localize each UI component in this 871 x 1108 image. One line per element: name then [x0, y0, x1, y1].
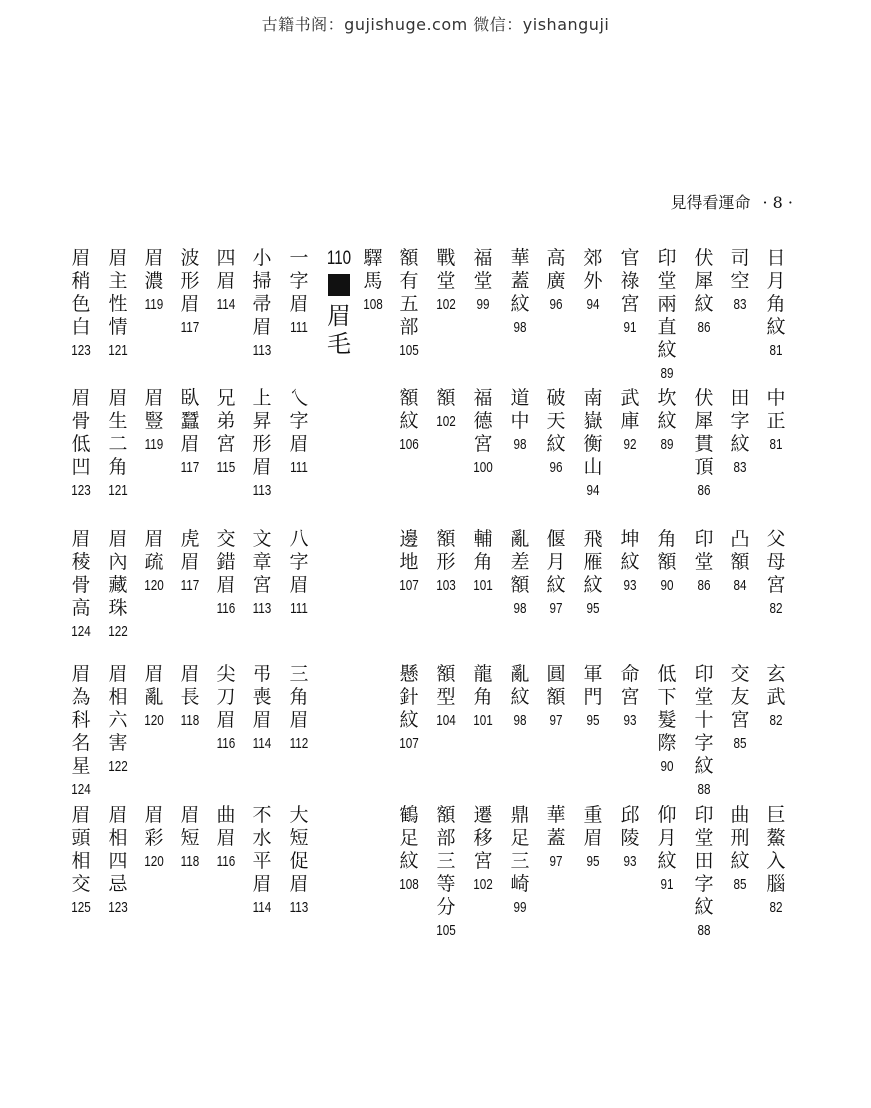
index-entry — [287, 247, 311, 339]
entry-term: 巨 鰲 入 腦 — [766, 804, 786, 895]
entry-term: 命 宮 — [620, 663, 640, 708]
entry-term: 亂 差 額 — [510, 528, 530, 596]
entry-term: 軍 門 — [583, 663, 603, 708]
entry-page-number: 101 — [473, 577, 493, 594]
entry-term: 遷 移 宮 — [473, 804, 493, 872]
index-entry — [214, 663, 238, 755]
index-entry — [397, 247, 421, 362]
entry-page-number: 118 — [180, 712, 200, 729]
index-entry — [250, 387, 274, 502]
entry-term: 中 正 — [766, 387, 786, 432]
entry-page-number: 112 — [289, 735, 309, 752]
index-entry — [728, 663, 752, 755]
entry-term: 尖 刀 眉 — [216, 663, 236, 731]
entry-page-number: 101 — [473, 712, 493, 729]
entry-page-number: 92 — [623, 436, 637, 453]
entry-term: 眉 生 二 角 — [108, 387, 128, 478]
entry-page-number: 81 — [769, 436, 783, 453]
index-entry — [69, 247, 93, 362]
entry-term: 眉 相 六 害 — [108, 663, 128, 754]
entry-term: 驛 馬 — [363, 247, 383, 292]
entry-term: 偃 月 紋 — [546, 528, 566, 596]
entry-term: 高 廣 — [546, 247, 566, 292]
index-entry — [618, 663, 642, 732]
index-entry — [106, 528, 130, 643]
entry-term: 額 — [436, 387, 456, 409]
index-entry — [250, 663, 274, 755]
entry-page-number: 86 — [697, 319, 711, 336]
entry-page-number: 91 — [623, 319, 637, 336]
index-entry — [655, 804, 679, 896]
index-entry — [214, 387, 238, 479]
entry-page-number: 111 — [290, 459, 308, 476]
section-title: 眉 毛 — [327, 302, 351, 358]
entry-page-number: 122 — [108, 623, 128, 640]
entry-page-number: 102 — [436, 296, 456, 313]
entry-term: 眉 彩 — [144, 804, 164, 849]
entry-page-number: 117 — [180, 459, 200, 476]
entry-page-number: 83 — [733, 459, 747, 476]
index-entry — [692, 804, 716, 942]
entry-page-number: 96 — [549, 296, 563, 313]
entry-term: 重 眉 — [583, 804, 603, 849]
index-entry — [250, 247, 274, 362]
index-entry — [692, 528, 716, 597]
index-entry — [434, 663, 458, 732]
index-entry — [471, 247, 495, 316]
index-entry — [618, 387, 642, 456]
entry-term: 額 部 三 等 分 — [436, 804, 456, 918]
entry-page-number: 111 — [290, 319, 308, 336]
index-entry — [434, 528, 458, 597]
entry-page-number: 102 — [436, 413, 456, 430]
index-entry — [764, 528, 788, 620]
entry-page-number: 114 — [252, 899, 272, 916]
index-entry — [655, 387, 679, 456]
entry-term: 曲 刑 紋 — [730, 804, 750, 872]
entry-page-number: 121 — [108, 482, 128, 499]
index-entry — [471, 528, 495, 597]
index-entry — [214, 528, 238, 620]
entry-term: 印 堂 十 字 紋 — [694, 663, 714, 777]
entry-page-number: 122 — [108, 758, 128, 775]
index-entry — [287, 528, 311, 620]
index-entry — [655, 528, 679, 597]
entry-term: 坤 紋 — [620, 528, 640, 573]
entry-term: 輔 角 — [473, 528, 493, 573]
index-entry — [728, 247, 752, 316]
entry-term: 郊 外 — [583, 247, 603, 292]
entry-term: 波 形 眉 — [180, 247, 200, 315]
entry-page-number: 98 — [513, 319, 527, 336]
entry-term: 八 字 眉 — [289, 528, 309, 596]
entry-term: 破 天 紋 — [546, 387, 566, 455]
entry-term: 三 角 眉 — [289, 663, 309, 731]
index-entry — [508, 804, 532, 919]
entry-term: 坎 紋 — [657, 387, 677, 432]
index-entry — [287, 387, 311, 479]
entry-term: 戰 堂 — [436, 247, 456, 292]
entry-term: 眉 頭 相 交 — [71, 804, 91, 895]
index-entry — [508, 247, 532, 339]
entry-page-number: 98 — [513, 712, 527, 729]
entry-term: 眉 骨 低 凹 — [71, 387, 91, 478]
entry-page-number: 95 — [586, 712, 600, 729]
entry-page-number: 114 — [216, 296, 236, 313]
index-entry — [544, 804, 568, 873]
entry-page-number: 82 — [769, 712, 783, 729]
entry-page-number: 82 — [769, 600, 783, 617]
entry-term: 田 字 紋 — [730, 387, 750, 455]
entry-term: 兄 弟 宮 — [216, 387, 236, 455]
index-entry — [142, 387, 166, 456]
index-entry — [178, 804, 202, 873]
index-entry — [178, 663, 202, 732]
entry-page-number: 93 — [623, 712, 637, 729]
index-entry — [69, 387, 93, 502]
entry-term: 圓 額 — [546, 663, 566, 708]
entry-term: 低 下 髮 際 — [657, 663, 677, 754]
index-entry — [434, 387, 458, 433]
entry-page-number: 116 — [216, 600, 236, 617]
entry-page-number: 94 — [586, 482, 600, 499]
entry-page-number: 116 — [216, 853, 236, 870]
entry-page-number: 119 — [144, 436, 164, 453]
entry-page-number: 105 — [399, 342, 419, 359]
index-entry — [692, 663, 716, 801]
entry-term: 文 章 宮 — [252, 528, 272, 596]
index-entry — [397, 804, 421, 896]
entry-page-number: 99 — [513, 899, 527, 916]
index-entry — [544, 528, 568, 620]
entry-term: 角 額 — [657, 528, 677, 573]
entry-term: 曲 眉 — [216, 804, 236, 849]
index-entry — [250, 804, 274, 919]
watermark-text: 古籍书阁：gujishuge.com 微信：yishanguji — [261, 15, 610, 34]
entry-term: 交 友 宮 — [730, 663, 750, 731]
entry-page-number: 97 — [549, 853, 563, 870]
entry-term: 鼎 足 三 崎 — [510, 804, 530, 895]
entry-page-number: 120 — [144, 712, 164, 729]
book-title: 見得看運命 — [670, 193, 751, 212]
entry-term: 玄 武 — [766, 663, 786, 708]
entry-term: 華 蓋 紋 — [510, 247, 530, 315]
entry-page-number: 82 — [769, 899, 783, 916]
index-entry — [655, 663, 679, 778]
index-entry — [69, 663, 93, 801]
entry-term: 南 嶽 衡 山 — [583, 387, 603, 478]
entry-term: 四 眉 — [216, 247, 236, 292]
entry-page-number: 123 — [108, 899, 128, 916]
entry-term: 伏 犀 貫 頂 — [694, 387, 714, 478]
entry-page-number: 120 — [144, 577, 164, 594]
entry-page-number: 123 — [71, 482, 91, 499]
entry-term: 不 水 平 眉 — [252, 804, 272, 895]
entry-term: 小 掃 帚 眉 — [252, 247, 272, 338]
index-entry — [581, 804, 605, 873]
index-entry — [544, 663, 568, 732]
entry-term: 眉 疏 — [144, 528, 164, 573]
entry-page-number: 98 — [513, 600, 527, 617]
index-entry — [692, 247, 716, 339]
entry-page-number: 113 — [252, 600, 272, 617]
index-entry — [544, 247, 568, 316]
index-entry — [142, 804, 166, 873]
page-number: · 8 · — [762, 193, 793, 212]
entry-term: 日 月 角 紋 — [766, 247, 786, 338]
index-entry — [250, 528, 274, 620]
entry-page-number: 119 — [144, 296, 164, 313]
entry-page-number: 95 — [586, 853, 600, 870]
entry-term: 大 短 促 眉 — [289, 804, 309, 895]
index-entry — [471, 387, 495, 479]
entry-page-number: 91 — [660, 876, 674, 893]
entry-term: 額 有 五 部 — [399, 247, 419, 338]
entry-term: 父 母 宮 — [766, 528, 786, 596]
entry-term: 鶴 足 紋 — [399, 804, 419, 872]
entry-term: 武 庫 — [620, 387, 640, 432]
index-entry — [69, 804, 93, 919]
section-number: 110 — [326, 248, 352, 269]
entry-page-number: 114 — [252, 735, 272, 752]
entry-term: 臥 蠶 眉 — [180, 387, 200, 455]
entry-term: 龍 角 — [473, 663, 493, 708]
entry-page-number: 90 — [660, 758, 674, 775]
entry-page-number: 100 — [473, 459, 493, 476]
entry-term: 額 形 — [436, 528, 456, 573]
index-entry — [106, 387, 130, 502]
entry-term: 邊 地 — [399, 528, 419, 573]
entry-page-number: 124 — [71, 781, 91, 798]
entry-term: 眉 長 — [180, 663, 200, 708]
index-entry — [142, 663, 166, 732]
index-entry — [508, 663, 532, 732]
index-entry — [434, 804, 458, 942]
entry-page-number: 106 — [399, 436, 419, 453]
entry-page-number: 99 — [476, 296, 490, 313]
entry-term: 懸 針 紋 — [399, 663, 419, 731]
entry-term: 凸 額 — [730, 528, 750, 573]
index-entry — [106, 663, 130, 778]
entry-term: 印 堂 — [694, 528, 714, 573]
entry-term: 福 堂 — [473, 247, 493, 292]
entry-term: 飛 雁 紋 — [583, 528, 603, 596]
entry-term: 華 蓋 — [546, 804, 566, 849]
index-entry — [728, 804, 752, 896]
index-entry — [581, 663, 605, 732]
entry-term: 伏 犀 紋 — [694, 247, 714, 315]
index-entry — [471, 804, 495, 896]
entry-page-number: 90 — [660, 577, 674, 594]
entry-term: 額 紋 — [399, 387, 419, 432]
index-entry — [397, 528, 421, 597]
index-entry — [69, 528, 93, 643]
entry-page-number: 88 — [697, 922, 711, 939]
index-entry — [106, 247, 130, 362]
entry-page-number: 108 — [363, 296, 383, 313]
entry-page-number: 94 — [586, 296, 600, 313]
index-entry — [764, 663, 788, 732]
entry-term: 上 昇 形 眉 — [252, 387, 272, 478]
entry-term: 官 祿 宮 — [620, 247, 640, 315]
entry-term: 眉 主 性 情 — [108, 247, 128, 338]
entry-page-number: 83 — [733, 296, 747, 313]
index-entry — [508, 528, 532, 620]
entry-page-number: 120 — [144, 853, 164, 870]
index-entry — [692, 387, 716, 502]
entry-term: 弔 喪 眉 — [252, 663, 272, 731]
entry-term: 道 中 — [510, 387, 530, 432]
entry-page-number: 118 — [180, 853, 200, 870]
entry-page-number: 81 — [769, 342, 783, 359]
entry-page-number: 121 — [108, 342, 128, 359]
entry-page-number: 124 — [71, 623, 91, 640]
entry-page-number: 85 — [733, 735, 747, 752]
index-entry — [434, 247, 458, 316]
index-entry — [178, 247, 202, 339]
entry-term: 眉 相 四 忌 — [108, 804, 128, 895]
index-entry — [142, 247, 166, 316]
entry-term: 司 空 — [730, 247, 750, 292]
entry-page-number: 103 — [436, 577, 456, 594]
entry-term: 印 堂 田 字 紋 — [694, 804, 714, 918]
entry-page-number: 117 — [180, 319, 200, 336]
index-entry — [618, 804, 642, 873]
entry-page-number: 86 — [697, 577, 711, 594]
entry-page-number: 84 — [733, 577, 747, 594]
index-entry — [728, 528, 752, 597]
entry-term: 乀 字 眉 — [289, 387, 309, 455]
index-entry — [397, 387, 421, 456]
entry-term: 交 錯 眉 — [216, 528, 236, 596]
index-entry — [142, 528, 166, 597]
index-entry — [764, 387, 788, 456]
entry-page-number: 123 — [71, 342, 91, 359]
entry-page-number: 95 — [586, 600, 600, 617]
index-entry — [618, 247, 642, 339]
index-entry — [471, 663, 495, 732]
entry-term: 印 堂 兩 直 紋 — [657, 247, 677, 361]
index-entry — [581, 387, 605, 502]
entry-page-number: 105 — [436, 922, 456, 939]
entry-term: 一 字 眉 — [289, 247, 309, 315]
index-entry — [287, 663, 311, 755]
index-entry — [397, 663, 421, 755]
entry-page-number: 86 — [697, 482, 711, 499]
entry-page-number: 88 — [697, 781, 711, 798]
entry-page-number: 115 — [216, 459, 236, 476]
entry-page-number: 113 — [252, 342, 272, 359]
index-entry — [764, 247, 788, 362]
entry-page-number: 113 — [289, 899, 309, 916]
entry-page-number: 85 — [733, 876, 747, 893]
index-entry — [728, 387, 752, 479]
entry-term: 眉 豎 — [144, 387, 164, 432]
entry-page-number: 108 — [399, 876, 419, 893]
index-entry — [214, 804, 238, 873]
entry-term: 亂 紋 — [510, 663, 530, 708]
entry-term: 仰 月 紋 — [657, 804, 677, 872]
entry-page-number: 96 — [549, 459, 563, 476]
entry-term: 眉 亂 — [144, 663, 164, 708]
entry-page-number: 97 — [549, 712, 563, 729]
entry-page-number: 98 — [513, 436, 527, 453]
entry-page-number: 97 — [549, 600, 563, 617]
entry-term: 邱 陵 — [620, 804, 640, 849]
entry-term: 眉 內 藏 珠 — [108, 528, 128, 619]
entry-term: 虎 眉 — [180, 528, 200, 573]
entry-page-number: 107 — [399, 577, 419, 594]
index-entry — [764, 804, 788, 919]
entry-page-number: 89 — [660, 365, 674, 382]
entry-page-number: 102 — [473, 876, 493, 893]
index-entry — [214, 247, 238, 316]
index-entry — [655, 247, 679, 385]
entry-page-number: 93 — [623, 577, 637, 594]
entry-page-number: 107 — [399, 735, 419, 752]
index-entry — [287, 804, 311, 919]
entry-term: 眉 稜 骨 高 — [71, 528, 91, 619]
index-entry — [581, 247, 605, 316]
entry-term: 眉 稍 色 白 — [71, 247, 91, 338]
entry-page-number: 116 — [216, 735, 236, 752]
index-entry — [178, 387, 202, 479]
entry-term: 眉 濃 — [144, 247, 164, 292]
index-entry — [581, 528, 605, 620]
index-entry — [508, 387, 532, 456]
entry-term: 眉 為 科 名 星 — [71, 663, 91, 777]
entry-page-number: 93 — [623, 853, 637, 870]
index-entry — [106, 804, 130, 919]
entry-page-number: 104 — [436, 712, 456, 729]
entry-page-number: 113 — [252, 482, 272, 499]
entry-page-number: 89 — [660, 436, 674, 453]
entry-page-number: 111 — [290, 600, 308, 617]
index-entry — [544, 387, 568, 479]
index-entry — [178, 528, 202, 597]
index-entry — [618, 528, 642, 597]
entry-term: 眉 短 — [180, 804, 200, 849]
entry-term: 額 型 — [436, 663, 456, 708]
index-entry — [361, 247, 385, 316]
entry-page-number: 125 — [71, 899, 91, 916]
entry-page-number: 117 — [180, 577, 200, 594]
entry-term: 福 德 宮 — [473, 387, 493, 455]
